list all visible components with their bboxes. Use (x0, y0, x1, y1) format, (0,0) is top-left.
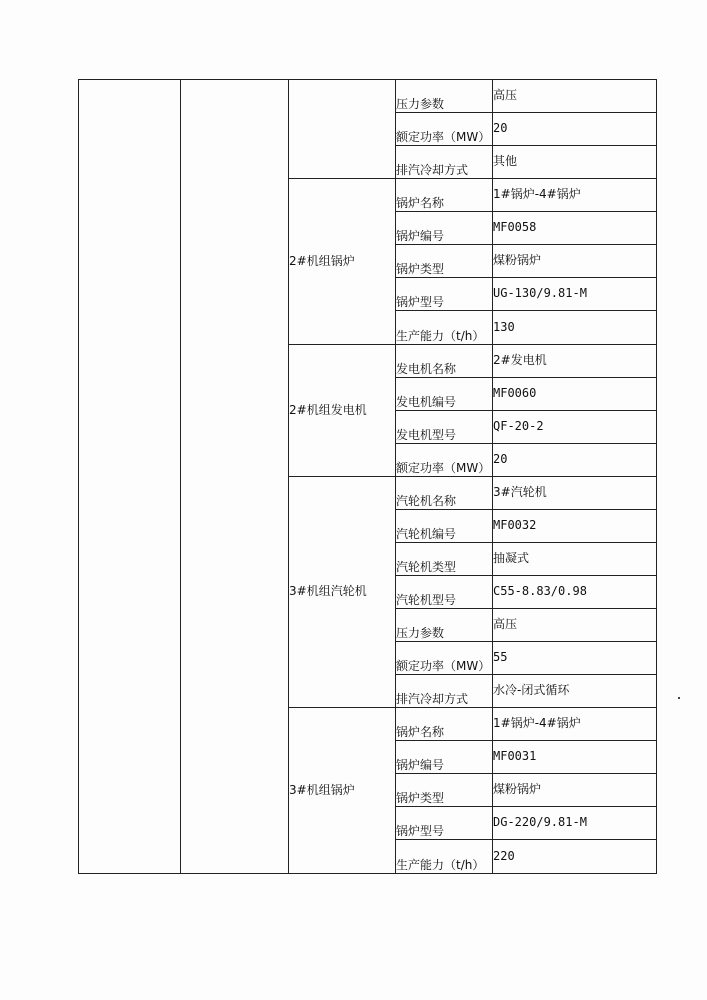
field-label: 汽轮机名称 (396, 477, 493, 510)
field-label: 额定功率（MW） (396, 642, 493, 675)
field-label: 锅炉名称 (396, 179, 493, 212)
field-value: DG-220/9.81-M (493, 807, 657, 840)
field-label: 生产能力（t/h） (396, 840, 493, 874)
group-label: 3#机组锅炉 (289, 708, 396, 874)
field-value: C55-8.83/0.98 (493, 576, 657, 609)
group-cell-continued (289, 80, 396, 179)
field-label: 锅炉类型 (396, 774, 493, 807)
field-label: 发电机名称 (396, 345, 493, 378)
field-value: 煤粉锅炉 (493, 774, 657, 807)
field-value: 抽凝式 (493, 543, 657, 576)
field-label: 汽轮机类型 (396, 543, 493, 576)
group-label: 3#机组汽轮机 (289, 477, 396, 708)
field-value: 水冷-闭式循环 (493, 675, 657, 708)
field-value: MF0058 (493, 212, 657, 245)
field-value: 煤粉锅炉 (493, 245, 657, 278)
field-label: 锅炉编号 (396, 212, 493, 245)
field-value: MF0031 (493, 741, 657, 774)
field-value: 1#锅炉-4#锅炉 (493, 708, 657, 741)
field-value: 20 (493, 444, 657, 477)
field-value: 2#发电机 (493, 345, 657, 378)
equipment-spec-table (78, 79, 657, 874)
field-value: 其他 (493, 146, 657, 179)
field-label: 排汽冷却方式 (396, 146, 493, 179)
field-value: QF-20-2 (493, 411, 657, 444)
field-label: 锅炉类型 (396, 245, 493, 278)
field-label: 锅炉型号 (396, 807, 493, 840)
field-label: 发电机型号 (396, 411, 493, 444)
field-value: MF0060 (493, 378, 657, 411)
field-label: 汽轮机编号 (396, 510, 493, 543)
blank-column-2 (181, 80, 289, 874)
field-label: 生产能力（t/h） (396, 311, 493, 345)
field-label: 额定功率（MW） (396, 444, 493, 477)
field-value: UG-130/9.81-M (493, 278, 657, 311)
field-value: 高压 (493, 80, 657, 113)
field-value: 20 (493, 113, 657, 146)
field-value: 高压 (493, 609, 657, 642)
field-value: 1#锅炉-4#锅炉 (493, 179, 657, 212)
field-label: 锅炉型号 (396, 278, 493, 311)
group-label: 2#机组锅炉 (289, 179, 396, 345)
field-value: 220 (493, 840, 657, 874)
field-label: 锅炉编号 (396, 741, 493, 774)
field-label: 发电机编号 (396, 378, 493, 411)
field-label: 额定功率（MW） (396, 113, 493, 146)
group-label: 2#机组发电机 (289, 345, 396, 477)
field-label: 压力参数 (396, 609, 493, 642)
blank-column-1 (79, 80, 181, 874)
field-label: 压力参数 (396, 80, 493, 113)
field-value: MF0032 (493, 510, 657, 543)
field-value: 3#汽轮机 (493, 477, 657, 510)
field-value: 55 (493, 642, 657, 675)
field-label: 排汽冷却方式 (396, 675, 493, 708)
field-label: 锅炉名称 (396, 708, 493, 741)
field-label: 汽轮机型号 (396, 576, 493, 609)
field-value: 130 (493, 311, 657, 345)
scan-speck (678, 697, 680, 699)
